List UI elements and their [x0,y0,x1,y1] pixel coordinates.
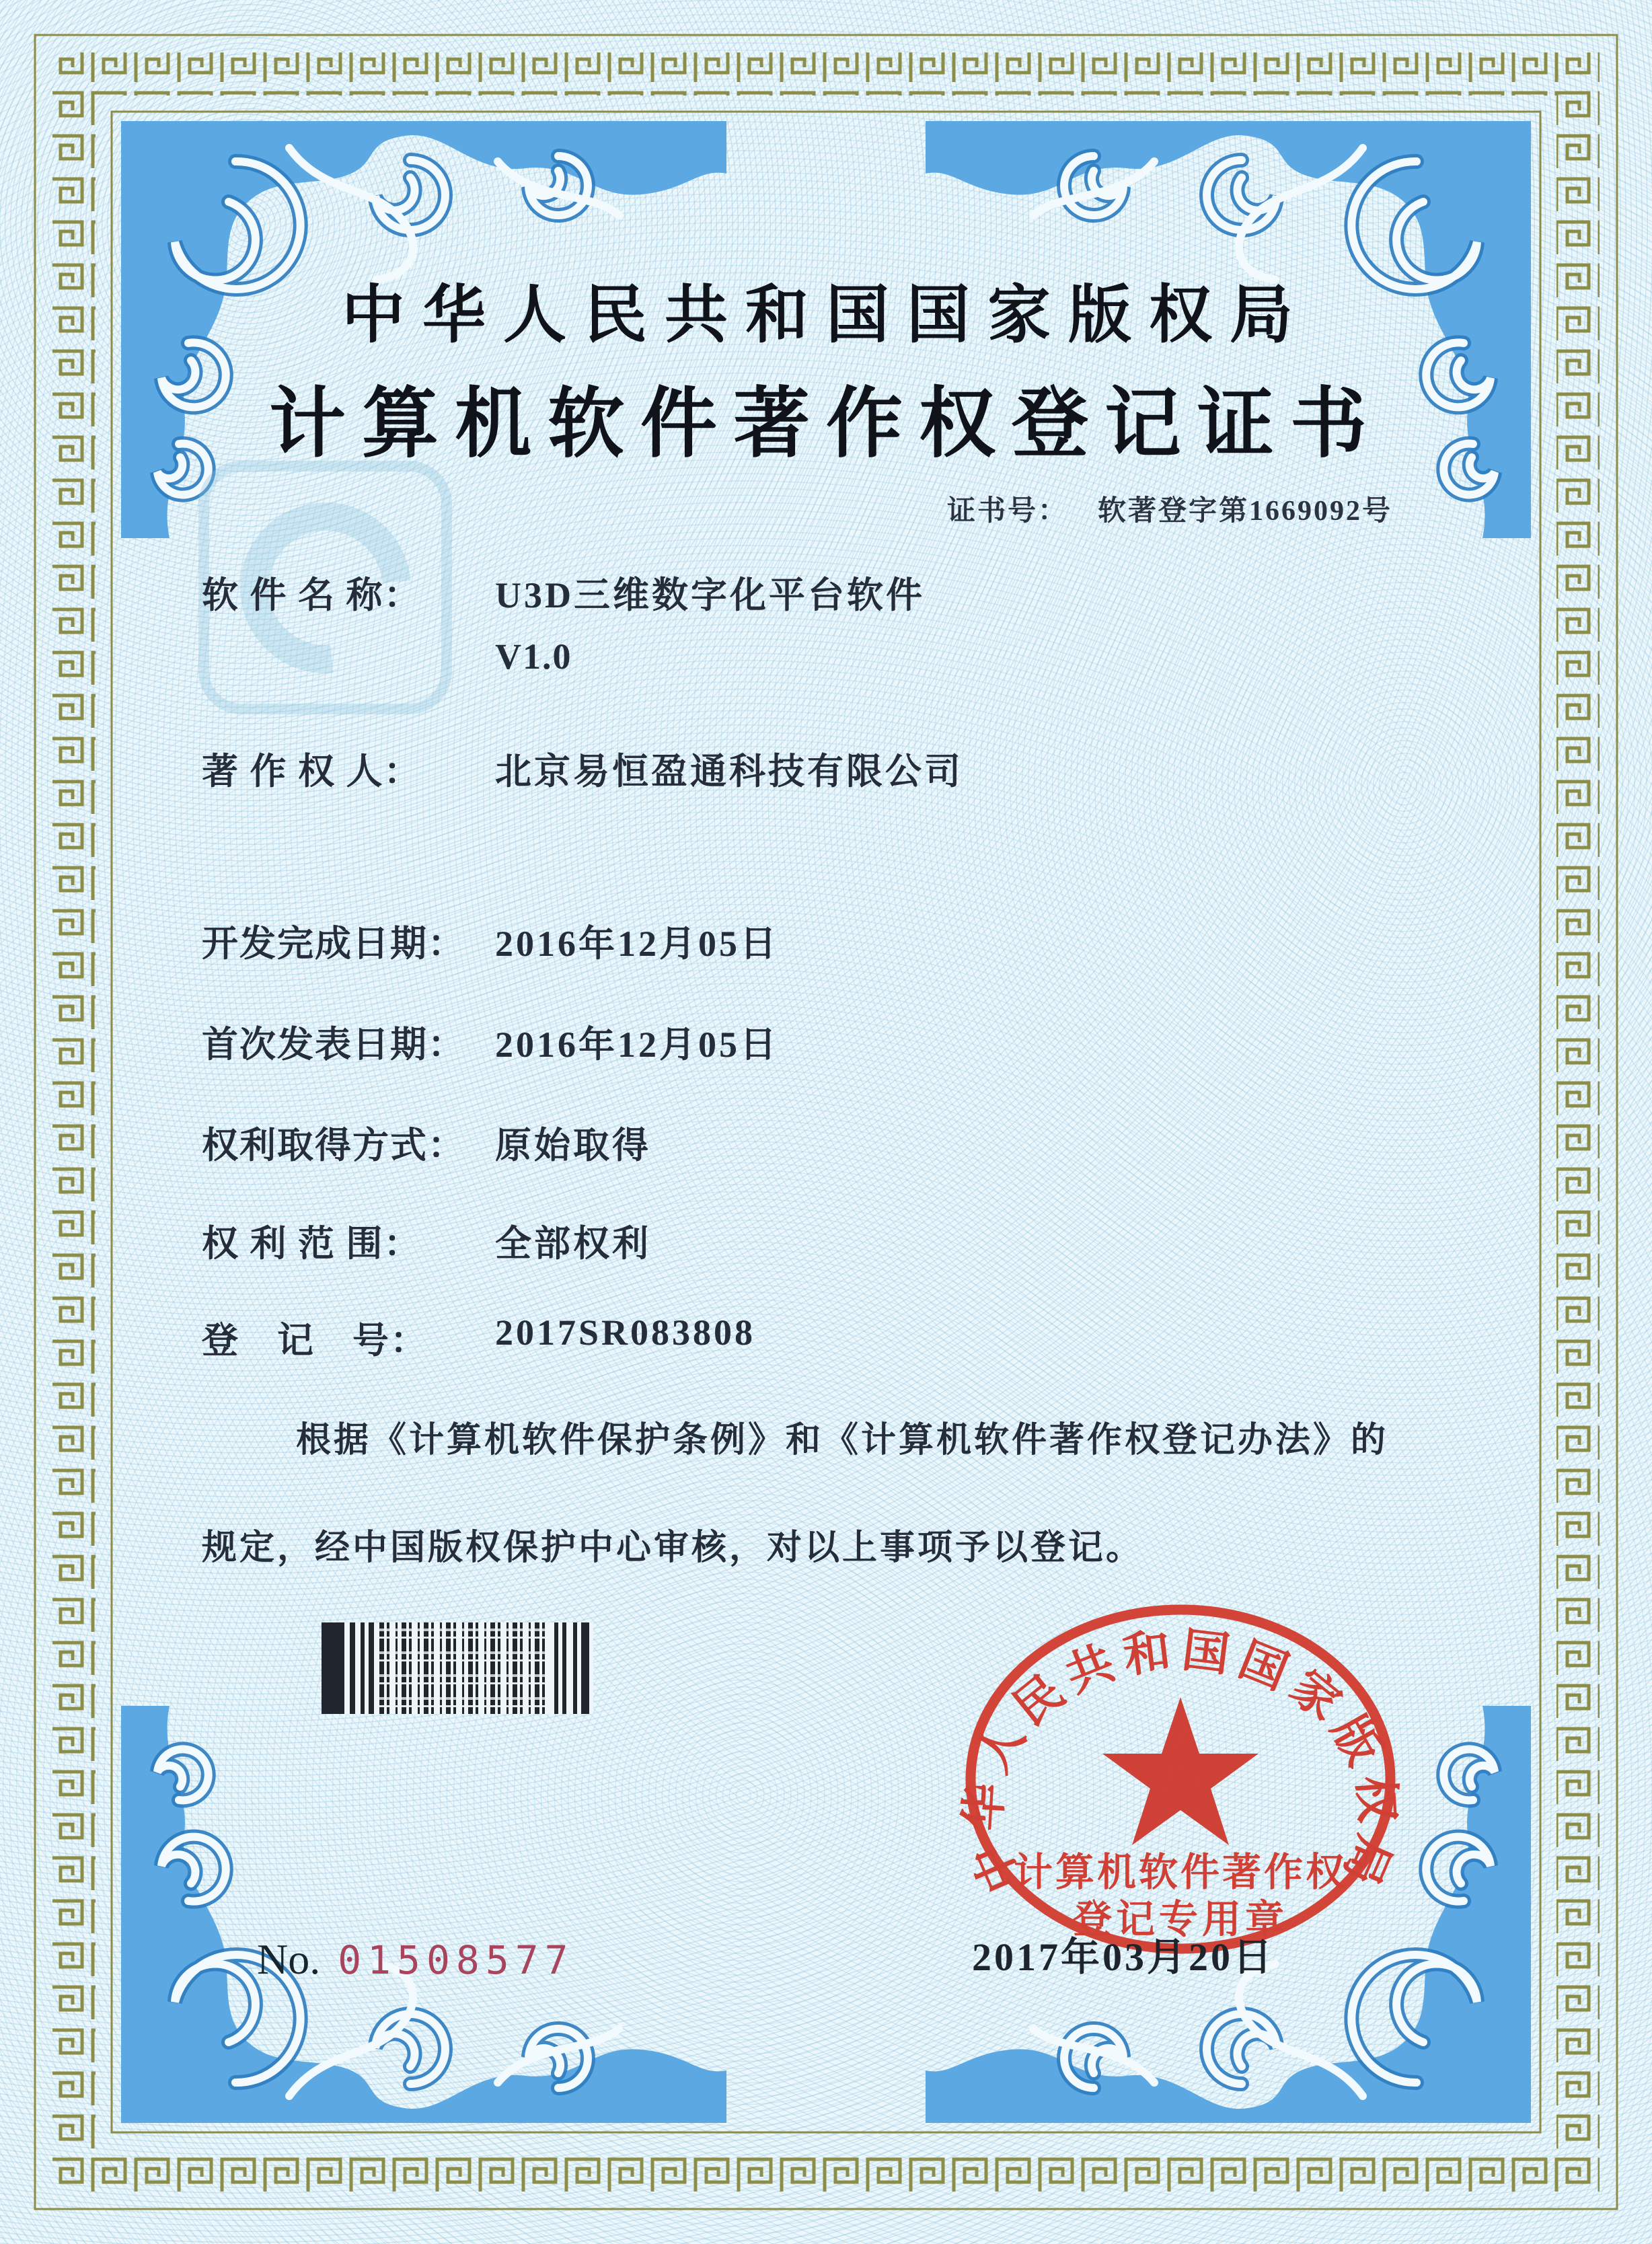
rights-acquisition: 原始取得 [495,1125,651,1166]
field-row-rights-acquisition [202,1117,651,1168]
field-row-rights-scope [202,1215,651,1267]
field-label: 权 利 范 围： [202,1224,422,1264]
serial-label: No. [257,1935,321,1983]
first-publish-date: 2016年12月05日 [495,1024,779,1065]
registration-number: 2017SR083808 [495,1312,756,1353]
pdf417-barcode [322,1622,593,1714]
serial-number: 01508577 [338,1937,574,1983]
certificate-number-label: 证书号： [947,496,1069,527]
seal-star [1102,1697,1259,1845]
field-row-dev-complete-date [202,915,779,967]
barcode-start-bars [322,1622,379,1714]
field-label: 著 作 权 人： [202,751,422,792]
field-label: 软 件 名 称： [202,575,422,615]
rights-scope: 全部权利 [495,1224,651,1264]
authority-title: 中华人民共和国国家版权局 [341,280,1310,350]
seal-ring-text: 中华人民共和国国家版权局 [957,1624,1404,1900]
field-label: 权利取得方式： [202,1125,465,1166]
seal-line-2: 登记专用章 [1072,1898,1289,1941]
certificate-number-value: 软著登字第1669092号 [1098,496,1393,527]
software-version: V1.0 [495,636,572,677]
field-label: 登 记 号： [202,1320,428,1361]
field-row-software-name [202,566,925,677]
field-value [495,566,925,677]
barcode-stop-bars [550,1622,593,1714]
seal-line-1: 计算机软件著作权 [1013,1850,1348,1894]
statement-line-1: 根据《计算机软件保护条例》和《计算机软件著作权登记办法》的 [296,1421,1389,1460]
certificate-title: 计算机软件著作权登记证书 [268,381,1383,467]
statement-line-2: 规定，经中国版权保护中心审核，对以上事项予以登记。 [202,1529,1144,1567]
field-label: 首次发表日期： [202,1024,465,1065]
certificate-number-line [947,488,1392,529]
field-row-registration-number [202,1312,755,1363]
serial-number-line [257,1935,574,1984]
copyright-owner: 北京易恒盈通科技有限公司 [495,751,963,792]
barcode-data-modules [379,1622,550,1714]
issue-date: 2017年03月20日 [971,1935,1275,1979]
software-name: U3D三维数字化平台软件 [495,575,925,615]
field-row-first-publish-date [202,1016,779,1068]
dev-complete-date: 2016年12月05日 [495,924,779,964]
corner-ornament-bottom-left [121,1706,726,2123]
field-label: 开发完成日期： [202,924,465,964]
field-row-copyright-owner [202,743,963,794]
